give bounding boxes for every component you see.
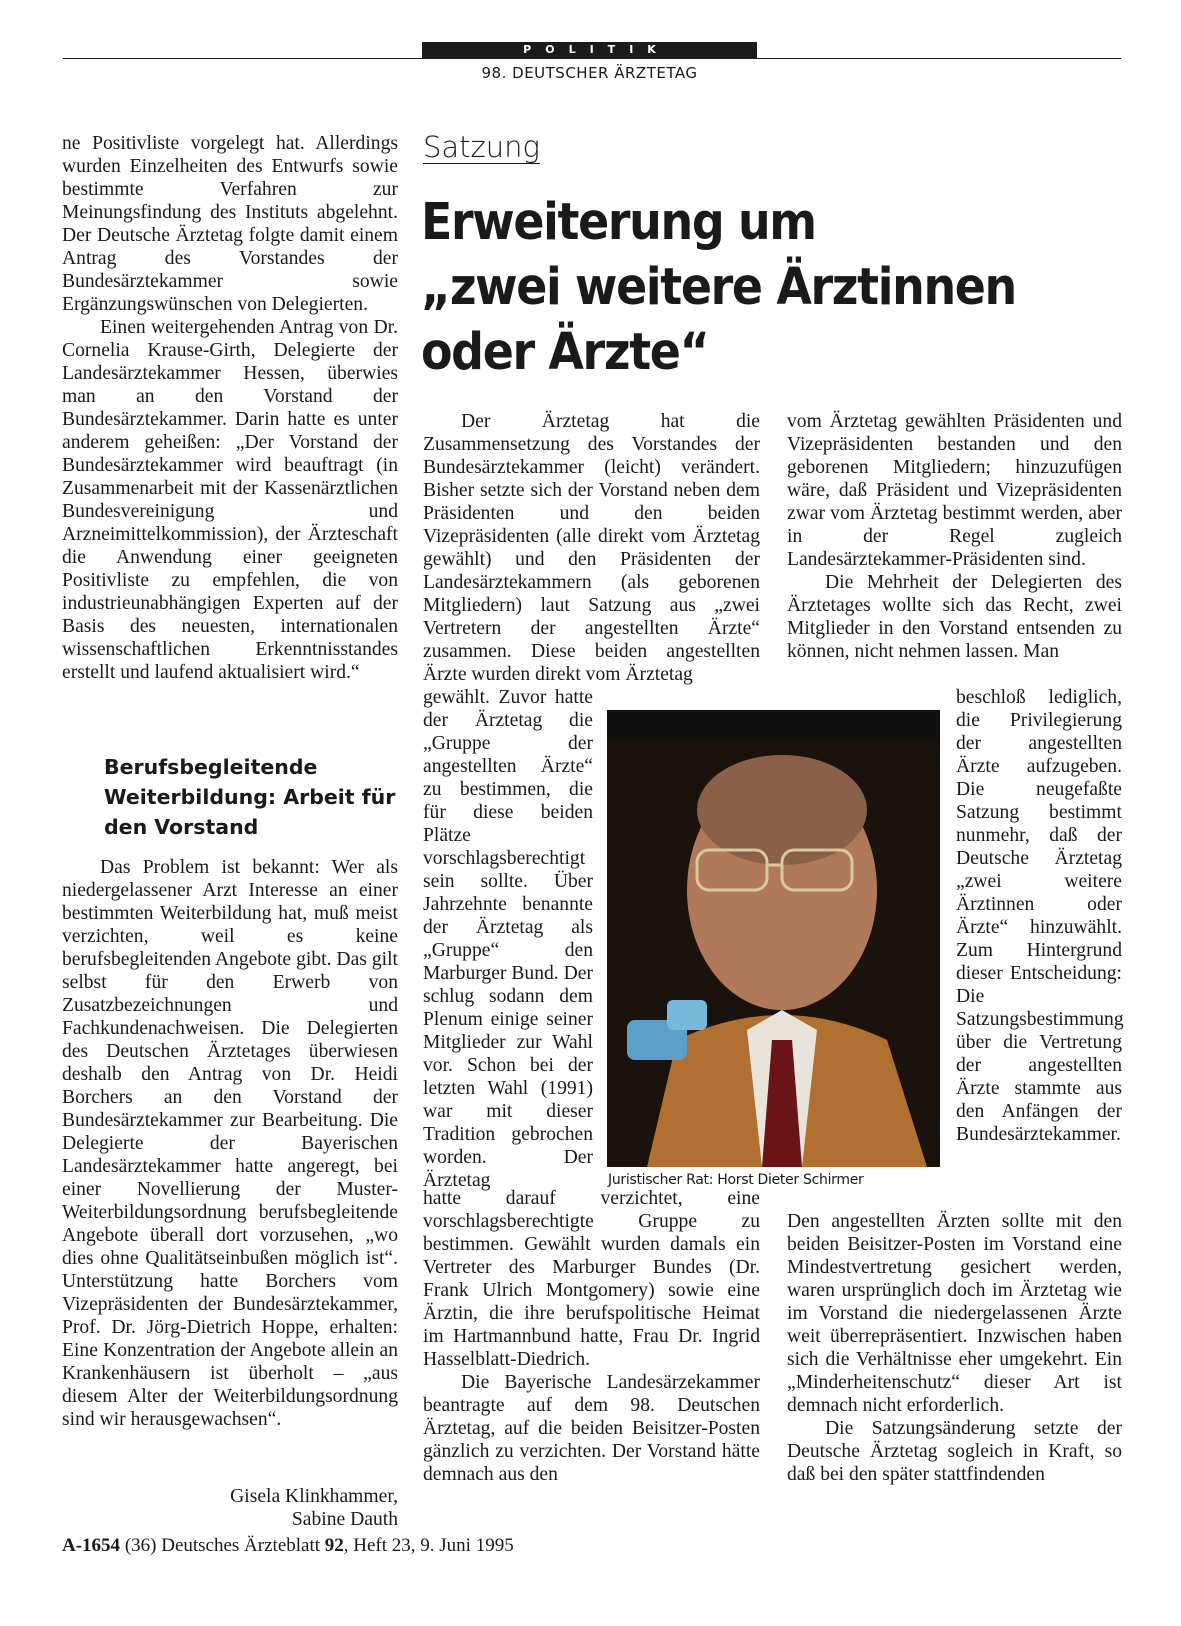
column-2-bottom — [423, 1187, 760, 1486]
paragraph: Die Satzungsänderung setzte der Deutsche Ärztetag sogleich in Kraft, so daß bei den später stattfindenden — [787, 1418, 1122, 1485]
column-1-bottom — [62, 856, 398, 1431]
section-subtitle: 98. DEUTSCHER ÄRZTETAG — [481, 64, 698, 82]
column-2-wrap — [423, 686, 593, 1192]
paragraph: Die Mehrheit der Delegierten des Ärztetages wollte sich das Recht, zwei Mitglieder in den Vorstand entsenden zu können, nicht nehmen lassen. Man — [787, 572, 1122, 662]
paragraph: hatte darauf verzichtet, eine vorschlagsberechtigte Gruppe zu bestimmen. Gewählt wurden damals ein Vertreter des Marburger Bundes (Dr. Frank Ulrich Montgomery) sowie eine Ärztin, die ihre berufspolitische Heimat im Hartmannbund hatte, Frau Dr. Ingrid Hasselblatt-Diedrich. — [423, 1188, 760, 1370]
column-3-bottom — [787, 1210, 1122, 1486]
subheading: Berufsbegleitende Weiterbildung: Arbeit für den Vorstand — [104, 755, 396, 839]
issue-info: , Heft 23, 9. Juni 1995 — [343, 1535, 514, 1556]
paragraph: Der Ärztetag hat die Zusammensetzung des Vorstandes der Bundesärztekammer (leicht) verändert. Bisher setzte sich der Vorstand neben dem Präsidenten und den beiden Vizepräsidenten (alle direkt vom Ärztetag gewählt) und den Präsidenten der Landesärztekammern (als geborenen Mitgliedern) laut Satzung aus „zwei Vertretern der angestellten Ärzte“ zusammen. Diese beiden angestellten Ärzte wurden direkt vom Ärztetag — [423, 411, 760, 685]
paragraph: ne Positivliste vorgelegt hat. Allerdings wurden Einzelheiten des Entwurfs sowie bestimmte Verfahren zur Meinungsfindung des Instituts abgelehnt. Der Deutsche Ärztetag folgte damit einem Antrag des Vorstandes der Bundesärztekammer sowie Ergänzungswünschen von Delegierten. — [62, 133, 398, 315]
portrait-photo — [607, 740, 940, 1167]
headline-line: oder Ärzte“ — [421, 323, 709, 382]
journal-name: (36) Deutsches Ärzteblatt — [120, 1535, 325, 1556]
photo-caption: Juristischer Rat: Horst Dieter Schirmer — [608, 1172, 864, 1188]
paragraph: Einen weitergehenden Antrag von Dr. Cornelia Krause-Girth, Delegierte der Landesärztekammer Hessen, überwies man an den Vorstand der Bundesärztekammer. Darin hatte es unter anderem geheißen: „Der Vorstand der Bundesärztekammer wird beauftragt (in Zusammenarbeit mit der Kassenärztlichen Bundesvereinigung und Arzneimittelkommission), der Ärzteschaft die Anwendung einer geeigneten Positivliste zu empfehlen, die von industrieunabhängigen Experten auf der Basis des neuesten, internationalen wissenschaftlichen Erkenntnisstandes erstellt und laufend aktualisiert wird.“ — [62, 317, 398, 683]
photo-top-bar — [607, 710, 940, 740]
column-2-top — [423, 410, 760, 686]
paragraph: gewählt. Zuvor hatte der Ärztetag die „Gruppe der angestellten Ärzte“ zu bestimmen, die für diese beiden Plätze vorschlagsberechtigt sein sollte. Über Jahrzehnte benannte der Ärztetag als „Gruppe“ den Marburger Bund. Der schlug sodann dem Plenum einige seiner Mitglieder zur Wahl vor. Schon bei der letzten Wahl (1991) war mit dieser Tradition gebrochen worden. Der Ärztetag — [423, 687, 593, 1191]
portrait-illustration — [607, 740, 940, 1167]
column-1-top — [62, 132, 398, 684]
paragraph: beschloß lediglich, die Privilegierung der angestellten Ärzte aufzugeben. Die neugefaßte Satzung bestimmt nunmehr, daß der Deutsche Ärztetag „zwei weitere Ärztinnen oder Ärzte“ hinzuwählt. Zum Hintergrund dieser Entscheidung: Die Satzungsbestimmung über die Vertretung der angestellten Ärzte stammte aus den Anfängen der Bundesärztekammer. — [956, 687, 1124, 1145]
page-number: A-1654 — [62, 1535, 121, 1556]
author-name: Gisela Klinkhammer, — [230, 1486, 398, 1507]
headline-line: Erweiterung um — [421, 193, 816, 252]
article-headline — [421, 190, 1069, 385]
volume-number: 92 — [324, 1535, 344, 1556]
author-name: Sabine Dauth — [291, 1509, 398, 1530]
author-byline — [62, 1485, 398, 1531]
paragraph: Die Bayerische Landesärzekammer beantragte auf dem 98. Deutschen Ärztetag, auf die beiden Beisitzer-Posten gänzlich zu verzichten. Der Vorstand hätte demnach aus den — [423, 1372, 760, 1485]
article-kicker: Satzung — [423, 130, 540, 164]
section-label: POLITIK — [422, 42, 757, 58]
column-3-top — [787, 410, 1122, 663]
paragraph: Das Problem ist bekannt: Wer als niedergelassener Arzt Interesse an einer bestimmten Weiterbildung hat, muß meist verzichten, weil es keine berufsbegleitenden Angebote gibt. Das gilt selbst für den Erwerb von Zusatzbezeichnungen und Fachkundenachweisen. Die Delegierten des Deutschen Ärztetages überwiesen deshalb den Antrag von Dr. Heidi Borchers an den Vorstand der Bundesärztekammer zur Bearbeitung. Die Delegierte der Bayerischen Landesärztekammer hatte angeregt, bei einer Novellierung der Muster-Weiterbildungsordnung berufsbegleitende Angebote überall dort vorzusehen, „wo dies ohne Qualitätseinbußen möglich ist“. Unterstützung hatte Borchers vom Vizepräsidenten der Bundesärztekammer, Prof. Dr. Jörg-Dietrich Hoppe, erhalten: Eine Konzentration der Angebote allein an Krankenhäusern ist überholt – „aus diesem Alter der Weiterbildungsordnung sind wir herausgewachsen“. — [62, 857, 398, 1430]
headline-line: „zwei weitere Ärztinnen — [421, 258, 1016, 317]
column-3-wrap — [956, 686, 1122, 1146]
header-rule — [63, 58, 1121, 59]
paragraph: Den angestellten Ärzten sollte mit den beiden Beisitzer-Posten im Vorstand eine Mindestvertretung gesichert werden, waren ursprünglich doch im Ärztetag wie im Vorstand die niedergelassenen Ärzte weit überrepräsentiert. Inzwischen haben sich die Verhältnisse eher umgekehrt. Ein „Minderheitenschutz“ dieser Art ist demnach nicht erforderlich. — [787, 1211, 1122, 1416]
page-footer — [62, 1535, 514, 1557]
paragraph: vom Ärztetag gewählten Präsidenten und Vizepräsidenten bestanden und den geborenen Mitgliedern; hinzuzufügen wäre, daß Präsident und Vizepräsidenten zwar vom Ärztetag bestimmt werden, aber in der Regel zugleich Landesärztekammer-Präsidenten sind. — [787, 411, 1122, 570]
